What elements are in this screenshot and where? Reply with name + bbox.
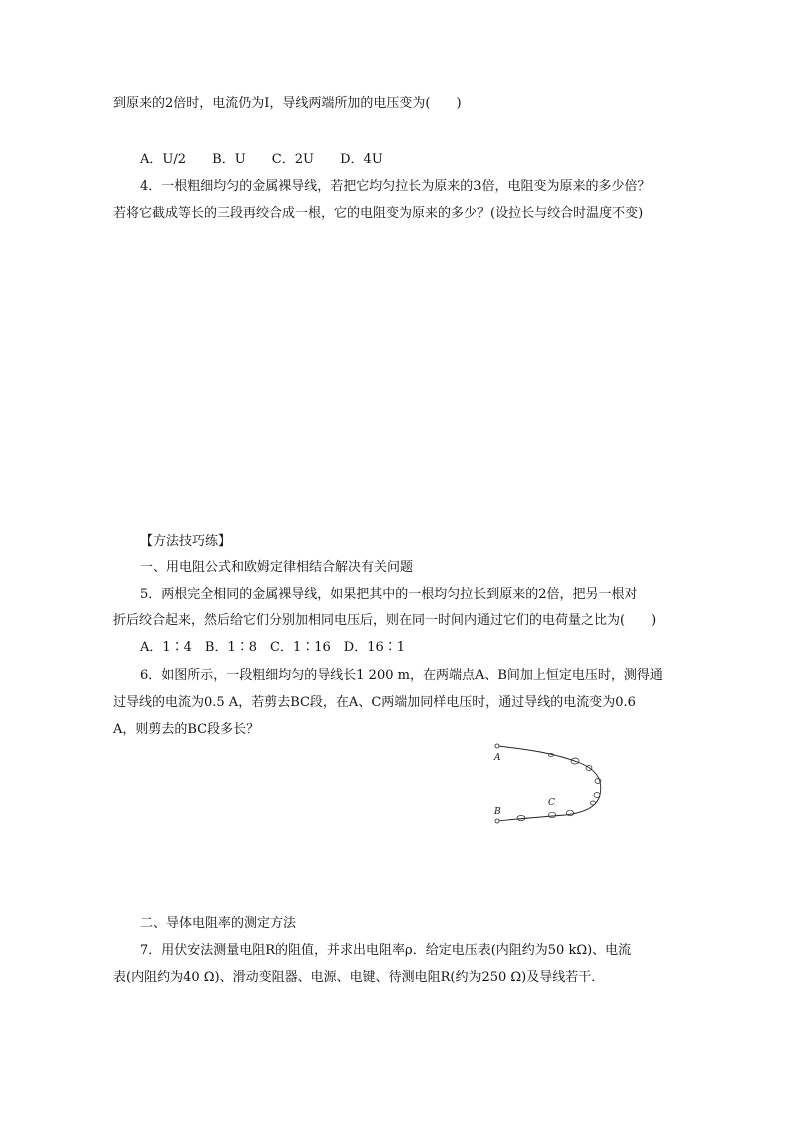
endpoint-b [495,819,499,823]
q5-line-2: 折后绞合起来，然后给它们分别加相同电压后，则在同一时间内通过它们的电荷量之比为( ) [113,613,657,628]
section-title: 【方法技巧练】 [140,534,232,549]
q7-line-1: 7．用伏安法测量电阻R的阻值，并求出电阻率ρ．给定电压表(内阻约为50 kΩ)、电流 [140,943,632,958]
q3-options [140,150,405,170]
q6-line-3: A，则剪去的BC段多长？ [113,722,260,737]
q7-line-2: 表(内阻约为40 Ω)、滑动变阻器、电源、电键、待测电阻R(约为250 Ω)及导线若干． [113,970,605,985]
label-c: C [548,798,555,808]
endpoint-a [495,744,499,748]
q3-option-b: B．U [212,152,246,167]
wire-figure [485,735,610,830]
subsection-2-title: 二、导体电阻率的测定方法 [140,916,297,931]
q5-line-1: 5．两根完全相同的金属裸导线，如果把其中的一根均匀拉长到原来的2倍，把另一根对 [140,587,638,602]
subsection-1-title: 一、用电阻公式和欧姆定律相结合解决有关问题 [140,560,414,575]
wire-loop [594,793,600,798]
wire-path [497,746,601,821]
q5-options: A．1∶4 B．1∶8 C．1∶16 D．16∶1 [140,640,406,655]
q3-continuation: 到原来的2倍时，电流仍为I，导线两端所加的电压变为( ) [113,96,462,111]
q4-line-2: 若将它截成等长的三段再绞合成一根，它的电阻变为原来的多少？(设拉长与绞合时温度不变) [113,206,644,221]
label-b: B [494,807,501,817]
q6-line-2: 过导线的电流为0.5 A，若剪去BC段，在A、C两端加同样电压时，通过导线的电流变为0.6 [113,695,636,710]
q6-line-1: 6．如图所示，一段粗细均匀的导线长1 200 m，在两端点A、B间加上恒定电压时，测得通 [140,668,663,683]
q3-option-d: D．4U [340,152,383,167]
wire-loop [549,812,556,818]
q3-option-c: C．2U [271,152,314,167]
wire-loop [567,810,574,816]
wire-loop [591,801,596,805]
q3-option-a: A．U/2 [140,152,186,167]
q4-line-1: 4．一根粗细均匀的金属裸导线，若把它均匀拉长为原来的3倍，电阻变为原来的多少倍？ [140,179,651,194]
label-a: A [494,753,501,763]
